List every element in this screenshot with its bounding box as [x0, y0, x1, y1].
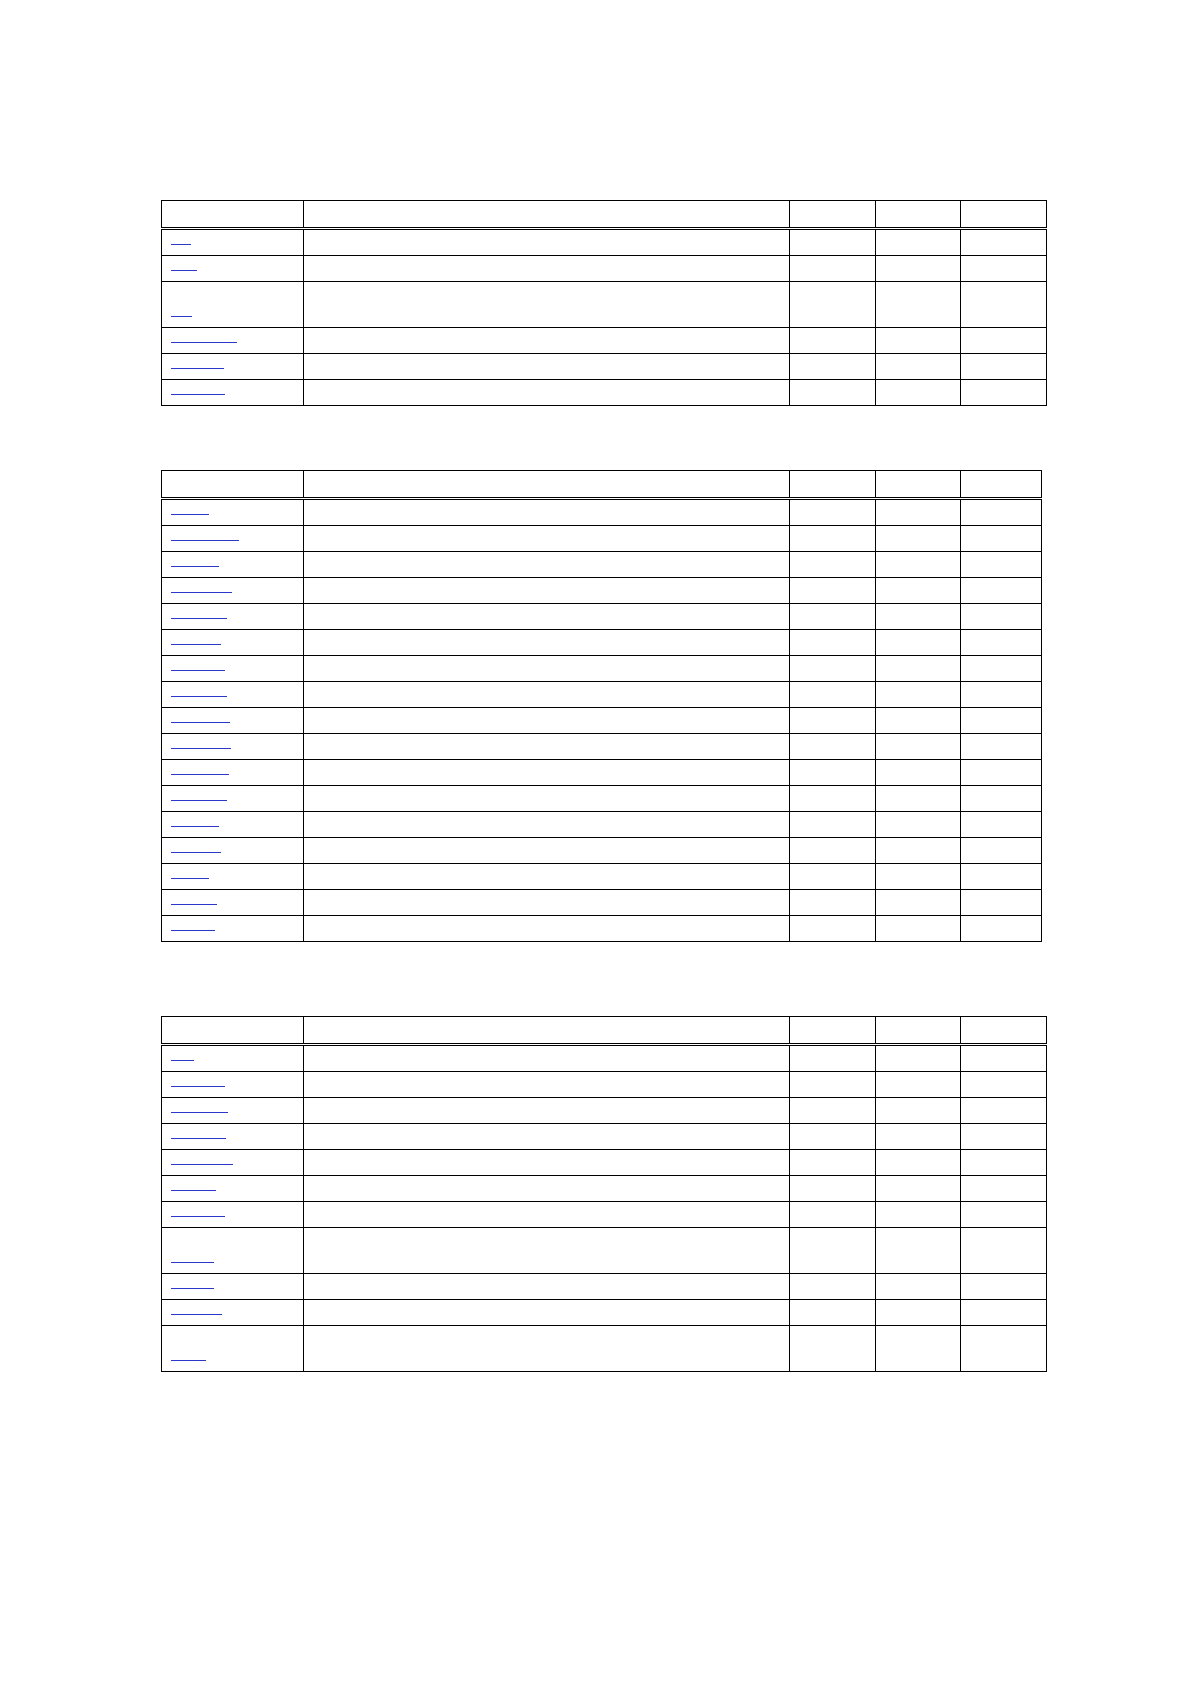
table-row: [162, 682, 1042, 708]
table-cell: [790, 1300, 876, 1326]
table-cell: [790, 328, 876, 354]
table-cell: [961, 354, 1047, 380]
table-cell: [961, 604, 1042, 630]
table-cell: [875, 328, 961, 354]
table-cell: [961, 734, 1042, 760]
link-cell: [162, 760, 304, 786]
table-cell: [961, 1045, 1047, 1072]
table-cell: [875, 916, 961, 942]
table-cell: [875, 890, 961, 916]
table-cell: [303, 1274, 789, 1300]
link-cell: [162, 354, 304, 380]
table-cell: [875, 256, 961, 282]
header-cell: [790, 1017, 876, 1045]
link-cell: [162, 838, 304, 864]
header-cell: [961, 471, 1042, 499]
table-cell: [875, 229, 961, 256]
link-cell: [162, 229, 304, 256]
row-link[interactable]: [171, 903, 217, 905]
table-row: [162, 656, 1042, 682]
table-cell: [875, 604, 961, 630]
table-row: [162, 760, 1042, 786]
table-cell: [875, 282, 961, 328]
row-link[interactable]: [171, 747, 231, 749]
table-cell: [303, 1176, 789, 1202]
row-link[interactable]: [171, 1313, 222, 1315]
row-link[interactable]: [171, 825, 219, 827]
table-cell: [303, 578, 789, 604]
table-cell: [790, 380, 876, 406]
table-cell: [961, 760, 1042, 786]
header-cell: [875, 1017, 961, 1045]
table-cell: [875, 838, 961, 864]
table-cell: [790, 1326, 876, 1372]
table-cell: [961, 282, 1047, 328]
table-cell: [790, 656, 876, 682]
row-link[interactable]: [171, 1359, 206, 1361]
table-row: [162, 229, 1047, 256]
table-cell: [303, 552, 789, 578]
table-2: [161, 470, 1042, 942]
table-cell: [303, 1045, 789, 1072]
row-link[interactable]: [171, 1287, 214, 1289]
table-row: [162, 552, 1042, 578]
table-cell: [790, 552, 876, 578]
table-cell: [303, 1326, 789, 1372]
link-cell: [162, 1326, 304, 1372]
link-cell: [162, 916, 304, 942]
table-cell: [875, 760, 961, 786]
table-cell: [961, 1098, 1047, 1124]
table-cell: [875, 1072, 961, 1098]
row-link[interactable]: [171, 773, 229, 775]
link-cell: [162, 864, 304, 890]
table-cell: [303, 630, 789, 656]
table-cell: [303, 256, 789, 282]
table-cell: [303, 282, 789, 328]
table-cell: [961, 552, 1042, 578]
table-cell: [961, 708, 1042, 734]
table-cell: [875, 552, 961, 578]
table-cell: [961, 1202, 1047, 1228]
table-row: [162, 1274, 1047, 1300]
table-1: [161, 200, 1047, 406]
table-row: [162, 708, 1042, 734]
table-header: [162, 201, 1047, 229]
row-link[interactable]: [171, 565, 219, 567]
table-header: [162, 1017, 1047, 1045]
table-cell: [790, 786, 876, 812]
row-link[interactable]: [171, 539, 239, 541]
header-cell: [961, 1017, 1047, 1045]
table-row: [162, 1202, 1047, 1228]
link-cell: [162, 812, 304, 838]
row-link[interactable]: [171, 929, 215, 931]
row-link[interactable]: [171, 1215, 225, 1217]
table-cell: [961, 1274, 1047, 1300]
link-cell: [162, 890, 304, 916]
table-row: [162, 812, 1042, 838]
table-row: [162, 1045, 1047, 1072]
header-cell: [875, 201, 961, 229]
table-cell: [875, 499, 961, 526]
table-cell: [875, 812, 961, 838]
table-cell: [790, 864, 876, 890]
table-row: [162, 630, 1042, 656]
header-cell: [303, 1017, 789, 1045]
table-cell: [303, 1150, 789, 1176]
table-cell: [790, 578, 876, 604]
table-cell: [303, 354, 789, 380]
table-body: [162, 499, 1042, 942]
link-cell: [162, 1045, 304, 1072]
table-row: [162, 1300, 1047, 1326]
link-cell: [162, 578, 304, 604]
table-cell: [875, 354, 961, 380]
header-cell: [790, 201, 876, 229]
table-cell: [961, 1176, 1047, 1202]
link-cell: [162, 552, 304, 578]
link-cell: [162, 1202, 304, 1228]
row-link[interactable]: [171, 243, 191, 245]
table-cell: [303, 229, 789, 256]
row-link[interactable]: [171, 1261, 214, 1263]
table-cell: [875, 630, 961, 656]
table-cell: [303, 682, 789, 708]
table-row: [162, 526, 1042, 552]
table-row: [162, 786, 1042, 812]
table-cell: [790, 1202, 876, 1228]
table-cell: [875, 708, 961, 734]
table-row: [162, 1098, 1047, 1124]
link-cell: [162, 1098, 304, 1124]
link-cell: [162, 526, 304, 552]
table-cell: [303, 499, 789, 526]
table-cell: [790, 890, 876, 916]
row-link[interactable]: [171, 1163, 233, 1165]
table-cell: [961, 229, 1047, 256]
row-link[interactable]: [171, 513, 209, 515]
row-link[interactable]: [171, 1137, 226, 1139]
header-cell: [303, 471, 789, 499]
table-cell: [790, 1176, 876, 1202]
link-cell: [162, 708, 304, 734]
link-cell: [162, 734, 304, 760]
table-cell: [790, 282, 876, 328]
table-cell: [961, 1300, 1047, 1326]
table-cell: [790, 1228, 876, 1274]
table-cell: [875, 656, 961, 682]
table-cell: [303, 1072, 789, 1098]
table-cell: [790, 916, 876, 942]
table-cell: [303, 864, 789, 890]
table-cell: [961, 380, 1047, 406]
table-cell: [303, 380, 789, 406]
table-cell: [875, 682, 961, 708]
table-cell: [961, 916, 1042, 942]
table-cell: [790, 256, 876, 282]
row-link[interactable]: [171, 1059, 194, 1061]
table-cell: [790, 734, 876, 760]
header-cell: [162, 201, 304, 229]
link-cell: [162, 256, 304, 282]
table-row: [162, 864, 1042, 890]
link-cell: [162, 786, 304, 812]
link-cell: [162, 282, 304, 328]
table-cell: [961, 682, 1042, 708]
table-cell: [875, 1274, 961, 1300]
table-row: [162, 838, 1042, 864]
table-cell: [875, 1098, 961, 1124]
table-cell: [303, 1228, 789, 1274]
table-cell: [303, 656, 789, 682]
row-link[interactable]: [171, 341, 237, 343]
table-row: [162, 1124, 1047, 1150]
table-cell: [790, 1274, 876, 1300]
table-cell: [875, 380, 961, 406]
table-cell: [875, 786, 961, 812]
table-row: [162, 328, 1047, 354]
table-cell: [961, 864, 1042, 890]
table-cell: [790, 760, 876, 786]
row-link[interactable]: [171, 617, 227, 619]
link-cell: [162, 630, 304, 656]
table-cell: [303, 812, 789, 838]
header-cell: [790, 471, 876, 499]
table-cell: [303, 916, 789, 942]
row-link[interactable]: [171, 799, 227, 801]
row-link[interactable]: [171, 721, 230, 723]
link-cell: [162, 1176, 304, 1202]
table-row: [162, 354, 1047, 380]
link-cell: [162, 604, 304, 630]
table-cell: [875, 1202, 961, 1228]
table-cell: [790, 526, 876, 552]
table-cell: [875, 1045, 961, 1072]
table-cell: [875, 734, 961, 760]
table-3: [161, 1016, 1047, 1372]
table-cell: [961, 812, 1042, 838]
link-cell: [162, 1124, 304, 1150]
table-cell: [875, 1326, 961, 1372]
table-cell: [790, 604, 876, 630]
table-cell: [961, 328, 1047, 354]
table-cell: [961, 838, 1042, 864]
table-cell: [875, 1150, 961, 1176]
header-cell: [303, 201, 789, 229]
table-cell: [790, 812, 876, 838]
table-row: [162, 282, 1047, 328]
table-row: [162, 380, 1047, 406]
table-cell: [961, 1072, 1047, 1098]
table-cell: [875, 1300, 961, 1326]
row-link[interactable]: [171, 695, 227, 697]
table-cell: [961, 578, 1042, 604]
table-cell: [303, 328, 789, 354]
table-body: [162, 1045, 1047, 1372]
table-cell: [790, 1098, 876, 1124]
table-cell: [790, 630, 876, 656]
table-cell: [303, 760, 789, 786]
table-cell: [961, 1326, 1047, 1372]
row-link[interactable]: [171, 269, 197, 271]
row-link[interactable]: [171, 1189, 216, 1191]
link-cell: [162, 656, 304, 682]
link-cell: [162, 328, 304, 354]
table-cell: [303, 890, 789, 916]
link-cell: [162, 1228, 304, 1274]
table-cell: [303, 708, 789, 734]
table-cell: [961, 526, 1042, 552]
table-cell: [790, 1124, 876, 1150]
link-cell: [162, 1300, 304, 1326]
table-cell: [875, 1228, 961, 1274]
link-cell: [162, 1072, 304, 1098]
table-cell: [303, 786, 789, 812]
row-link[interactable]: [171, 877, 209, 879]
row-link[interactable]: [171, 643, 221, 645]
row-link[interactable]: [171, 1111, 228, 1113]
table-row: [162, 499, 1042, 526]
table-cell: [790, 354, 876, 380]
link-cell: [162, 1150, 304, 1176]
table-cell: [790, 229, 876, 256]
table-cell: [790, 1072, 876, 1098]
table-cell: [961, 1228, 1047, 1274]
row-link[interactable]: [171, 669, 225, 671]
row-link[interactable]: [171, 591, 232, 593]
table-cell: [790, 838, 876, 864]
table-row: [162, 1150, 1047, 1176]
table-cell: [790, 499, 876, 526]
row-link[interactable]: [171, 1085, 225, 1087]
table-cell: [303, 1300, 789, 1326]
table-cell: [790, 1150, 876, 1176]
table-cell: [961, 499, 1042, 526]
table-cell: [303, 838, 789, 864]
table-row: [162, 1072, 1047, 1098]
table-cell: [303, 526, 789, 552]
table-cell: [790, 1045, 876, 1072]
row-link[interactable]: [171, 851, 221, 853]
table-cell: [303, 604, 789, 630]
table-cell: [875, 526, 961, 552]
table-row: [162, 1326, 1047, 1372]
link-cell: [162, 499, 304, 526]
header-cell: [875, 471, 961, 499]
header-cell: [162, 1017, 304, 1045]
table-cell: [961, 256, 1047, 282]
row-link[interactable]: [171, 367, 224, 369]
table-cell: [303, 1098, 789, 1124]
header-cell: [162, 471, 304, 499]
table-cell: [961, 1150, 1047, 1176]
table-row: [162, 890, 1042, 916]
table-cell: [303, 1124, 789, 1150]
table-cell: [961, 656, 1042, 682]
row-link[interactable]: [171, 393, 225, 395]
link-cell: [162, 1274, 304, 1300]
table-body: [162, 229, 1047, 406]
table-cell: [875, 864, 961, 890]
table-cell: [875, 1124, 961, 1150]
table-row: [162, 578, 1042, 604]
table-cell: [961, 890, 1042, 916]
link-cell: [162, 682, 304, 708]
table-row: [162, 1176, 1047, 1202]
table-cell: [961, 630, 1042, 656]
row-link[interactable]: [171, 315, 192, 317]
table-cell: [303, 1202, 789, 1228]
table-row: [162, 734, 1042, 760]
table-cell: [961, 786, 1042, 812]
header-cell: [961, 201, 1047, 229]
table-cell: [961, 1124, 1047, 1150]
table-cell: [303, 734, 789, 760]
table-row: [162, 604, 1042, 630]
link-cell: [162, 380, 304, 406]
table-cell: [875, 578, 961, 604]
table-row: [162, 256, 1047, 282]
table-row: [162, 1228, 1047, 1274]
table-row: [162, 916, 1042, 942]
table-cell: [790, 682, 876, 708]
table-header: [162, 471, 1042, 499]
table-cell: [875, 1176, 961, 1202]
table-cell: [790, 708, 876, 734]
